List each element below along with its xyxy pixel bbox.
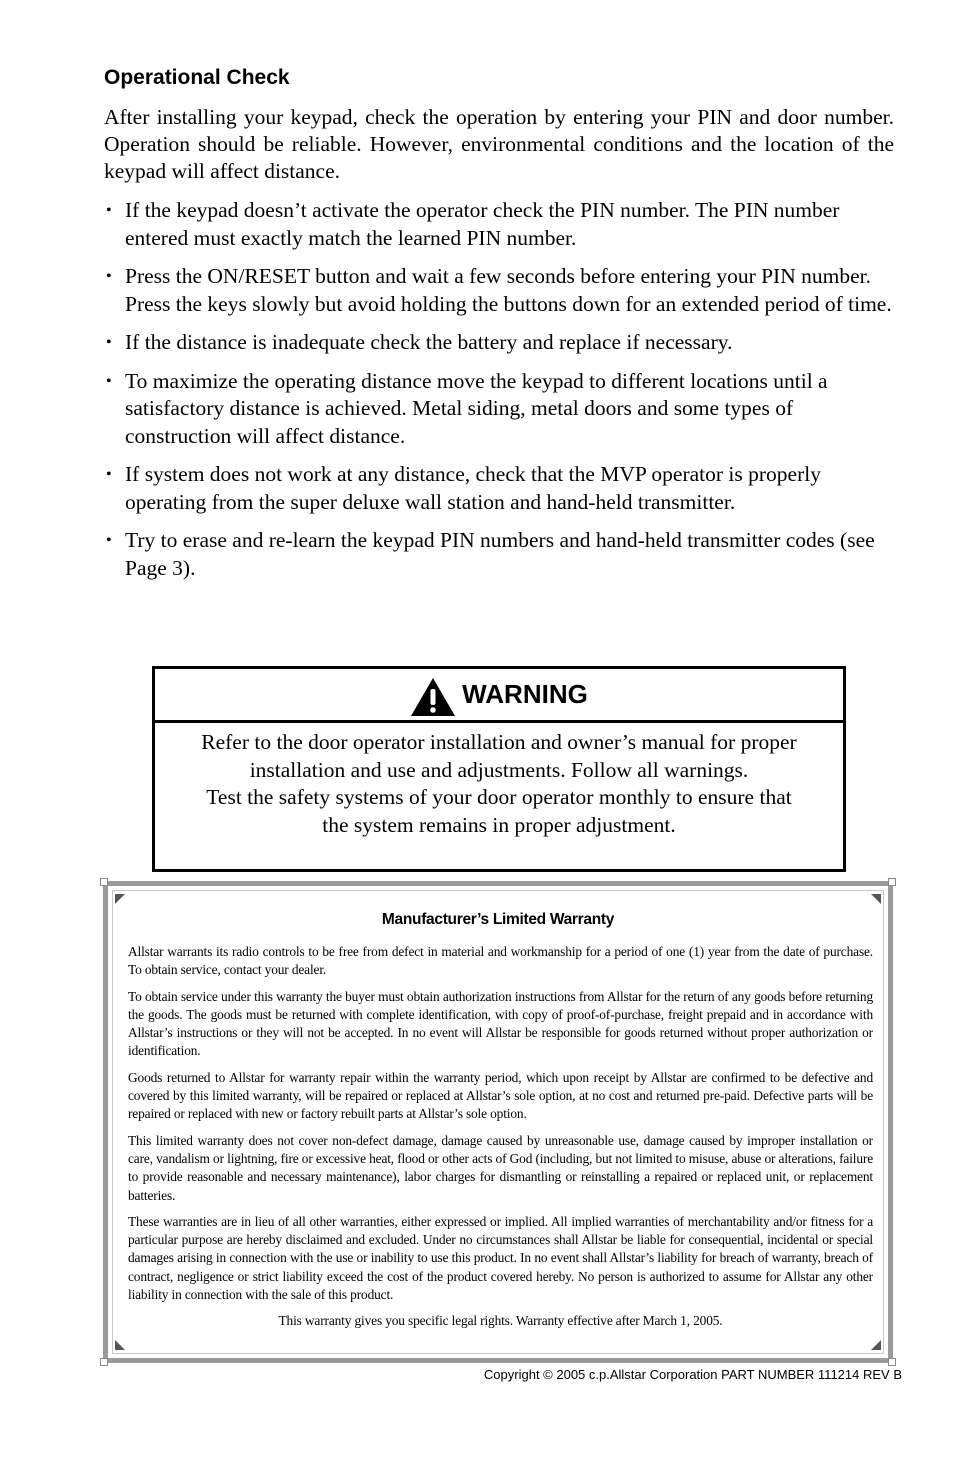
list-item-text: To maximize the operating distance move the keypad to different locations until a satisfactory distance is achieved. Metal siding, metal doors and some types of construction will affect distance.: [125, 368, 828, 448]
warning-text: [155, 723, 843, 839]
warning-triangle-icon: [410, 677, 456, 717]
list-item: [104, 197, 894, 252]
list-item-text: If system does not work at any distance, check that the MVP operator is properly operating from the super deluxe wall station and hand-held transmitter.: [125, 462, 821, 514]
list-item-text: Press the ON/RESET button and wait a few seconds before entering your PIN number. Press the keys slowly but avoid holding the buttons down for an extended period of time.: [125, 264, 892, 316]
warranty-paragraph: Allstar warrants its radio controls to be free from defect in material and workmanship for a period of one (1) year from the date of purchase. To obtain service, contact your dealer.: [128, 944, 873, 978]
corner-ornament-icon: [115, 1340, 125, 1350]
list-item-text: Try to erase and re-learn the keypad PIN numbers and hand-held transmitter codes (see Page 3).: [125, 528, 875, 580]
corner-square-icon: [100, 878, 108, 886]
warranty-body: [128, 943, 873, 1339]
bullet-icon: •: [106, 268, 112, 285]
warranty-paragraph: This limited warranty does not cover non-defect damage, damage caused by unreasonable use, damage caused by improper installation or care, vandalism or lightning, fire or excessive heat, flood or other acts of God (including, but not limited to misuse, abuse or alterations, failure to provide reasonable and necessary maintenance), labor charges for dismantling or reinstalling a repaired or replaced unit, or replacement batteries.: [128, 1132, 873, 1203]
warning-line: installation and use and adjustments. Follow all warnings.: [249, 757, 749, 782]
section-title: Operational Check: [104, 66, 290, 89]
list-item: [104, 329, 894, 357]
bullet-icon: •: [106, 334, 112, 351]
list-item: [104, 263, 894, 318]
corner-square-icon: [100, 1358, 108, 1366]
corner-ornament-icon: [871, 1340, 881, 1350]
list-item-text: If the keypad doesn’t activate the operator check the PIN number. The PIN number entered must exactly match the learned PIN number.: [125, 198, 840, 250]
bullet-icon: •: [106, 372, 112, 390]
warning-line: Refer to the door operator installation and owner’s manual for proper: [201, 730, 797, 754]
warning-header: [155, 669, 843, 723]
warranty-box: [103, 881, 893, 1363]
warranty-paragraph: These warranties are in lieu of all other warranties, either expressed or implied. All implied warranties of merchantability and/or fitness for a particular purpose are hereby disclaimed and excluded. Under no circumstances shall Allstar be liable for consequential, incidental or special damages arising in connection with the use or inability to use this product. In no event shall Allstar’s liability for breach of warranty, breach of contract, negligence or strict liability exceed the cost of the product covered hereby. No person is authorized to assume for Allstar any other liability in connection with the sale of this product.: [128, 1213, 873, 1303]
corner-square-icon: [888, 878, 896, 886]
list-item: [104, 527, 894, 582]
corner-ornament-icon: [871, 894, 881, 904]
warranty-title: Manufacturer’s Limited Warranty: [381, 911, 615, 928]
corner-ornament-icon: [115, 894, 125, 904]
list-item-text: If the distance is inadequate check the battery and replace if necessary.: [125, 330, 733, 354]
troubleshooting-list: [104, 197, 894, 593]
bullet-icon: •: [106, 466, 112, 483]
warning-title: WARNING: [462, 679, 588, 709]
intro-paragraph: After installing your keypad, check the operation by entering your PIN and door number. Operation should be reliable. However, environmental conditions and the location of the keypad will affect distance.: [104, 105, 894, 183]
copyright-footer: Copyright © 2005 c.p.Allstar Corporation PART NUMBER 111214 REV B: [483, 1367, 902, 1382]
warranty-closing: This warranty gives you specific legal rights. Warranty effective after March 1, 2005.: [278, 1313, 723, 1329]
warning-line: Test the safety systems of your door operator monthly to ensure that: [206, 785, 792, 809]
list-item: [104, 368, 894, 451]
list-item: [104, 461, 894, 516]
warranty-paragraph: To obtain service under this warranty the buyer must obtain authorization instructions from Allstar for the return of any goods before returning the goods. The goods must be returned with complete identification, with copy of proof-of-purchase, freight prepaid and in accordance with Allstar’s instructions or they will not be accepted. In no event will Allstar be responsible for goods returned without proper authorization or identification.: [128, 988, 873, 1059]
corner-square-icon: [888, 1358, 896, 1366]
bullet-icon: •: [106, 532, 112, 549]
warranty-paragraph: Goods returned to Allstar for warranty repair within the warranty period, which upon receipt by Allstar are confirmed to be defective and covered by this limited warranty, will be repaired or replaced at Allstar’s sole option, at no cost and returned pre-paid. Defective parts will be repaired or replaced with new or factory rebuilt parts at Allstar’s sole option.: [128, 1069, 873, 1122]
warning-line: the system remains in proper adjustment.: [322, 812, 676, 837]
bullet-icon: •: [106, 202, 112, 219]
warning-box: [152, 666, 846, 872]
